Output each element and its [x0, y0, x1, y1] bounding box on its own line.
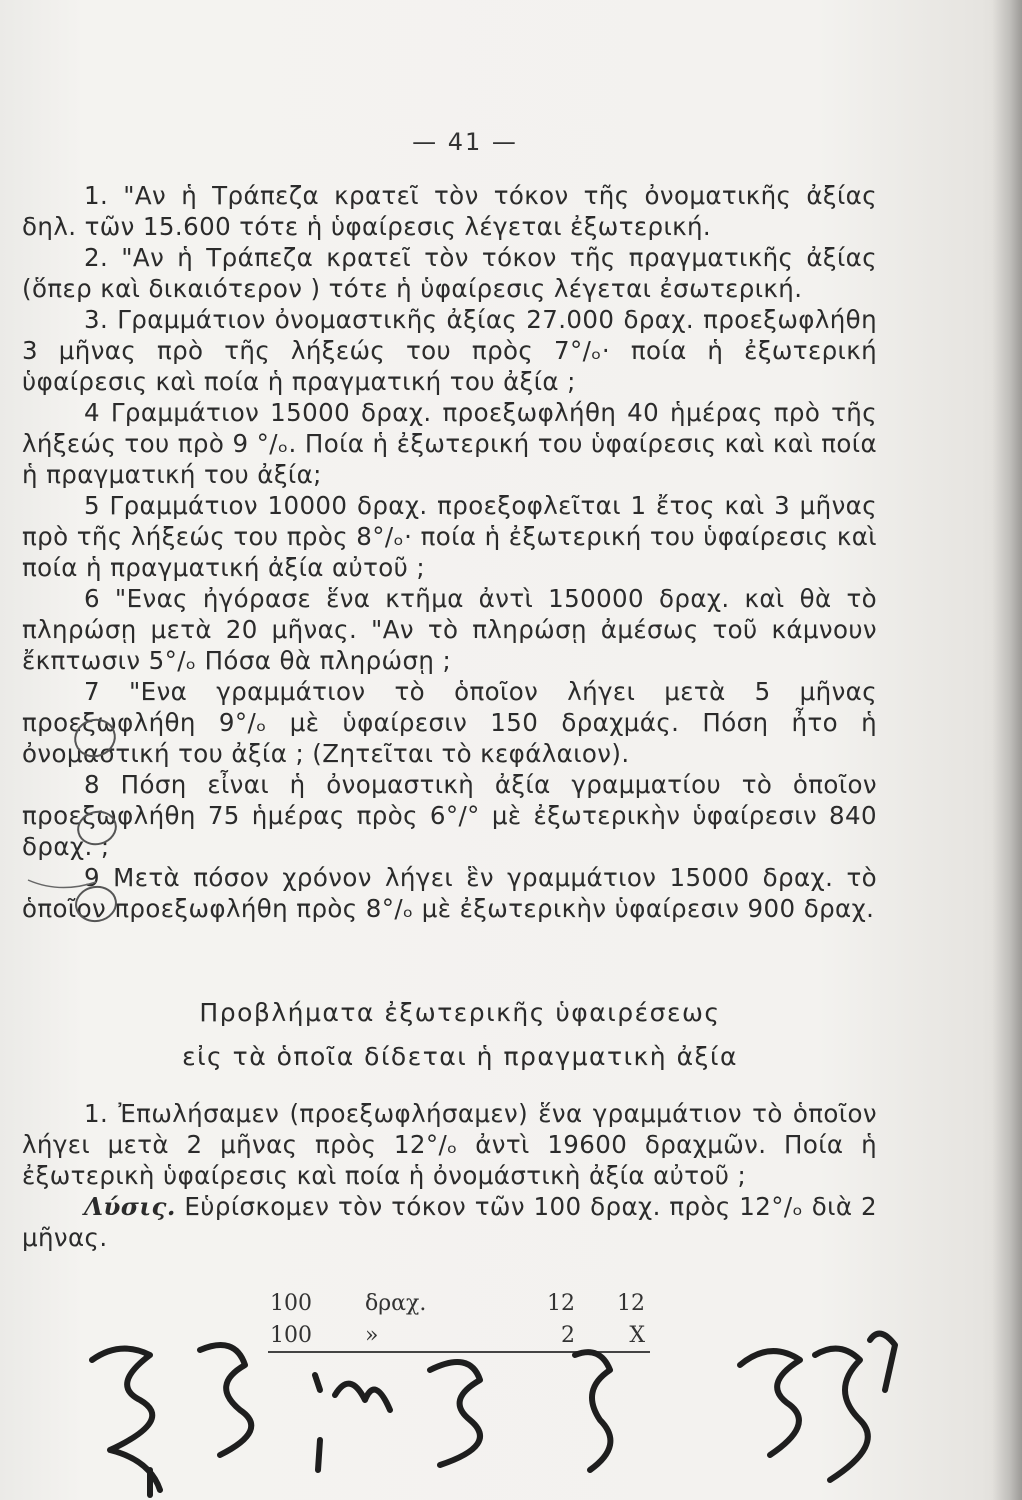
calc-cell: 100 [270, 1323, 312, 1348]
calc-cell: 12 [617, 1291, 645, 1316]
solution-text: Εὑρίσκομεν τὸν τόκον τῶν 100 δραχ. πρὸς 12°/ₒ διὰ 2 μῆνας. [22, 1192, 877, 1252]
exercise-paragraph: 7 "Ενα γραμμάτιον τὸ ὁποῖον λήγει μετὰ 5 μῆνας προεξωφλήθη 9°/ₒ μὲ ὑφαίρεσιν 150 δραχμάς. Πόση ἦτο ἡ ὀνομαστική του ἀξία ; (Ζητεῖται τὸ κεφάλαιον). [22, 677, 877, 768]
handwritten-scribbles [0, 1330, 1022, 1500]
calc-row [270, 1288, 650, 1320]
problem-block [22, 1098, 877, 1253]
calc-cell: δραχ. [365, 1291, 427, 1316]
page-edge-shadow [992, 0, 1022, 1500]
exercise-paragraph: 2. "Αν ἡ Τράπεζα κρατεῖ τὸν τόκον τῆς πραγματικῆς ἀξίας (ὅπερ καὶ δικαιότερον ) τότε ἡ ὑφαίρεσις λέγεται ἐσωτερική. [22, 243, 877, 303]
exercise-paragraph: 6 "Ενας ἠγόρασε ἕνα κτῆμα ἀντὶ 150000 δραχ. καὶ θὰ τὸ πληρώσῃ μετὰ 20 μῆνας. "Αν τὸ πληρώσῃ ἀμέσως τοῦ κάμνουν ἔκπτωσιν 5°/ₒ Πόσα θὰ πληρώσῃ ; [22, 584, 877, 675]
section-subheading: εἰς τὰ ὁποῖα δίδεται ἡ πραγματικὴ ἀξία [182, 1042, 738, 1071]
exercise-paragraph: 3. Γραμμάτιον ὀνομαστικῆς ἀξίας 27.000 δραχ. προεξωφλήθη 3 μῆνας πρὸ τῆς λήξεώς του πρὸς 7°/ₒ· ποία ἡ ἐξωτερική ὑφαίρεσις καὶ ποία ἡ πραγματική του ἀξία ; [22, 305, 877, 396]
exercise-paragraph: 8 Πόση εἶναι ἡ ὀνομαστικὴ ἀξία γραμματίου τὸ ὁποῖον προεξωφλήθη 75 ἡμέρας πρὸς 6°/° μὲ ἐξωτερικὴν ὑφαίρεσιν 840 δραχ. ; [22, 770, 877, 861]
calc-cell: 12 [547, 1291, 575, 1316]
exercise-list [22, 180, 877, 924]
calc-cell: 2 [561, 1323, 575, 1348]
section-heading: Προβλήματα ἐξωτερικῆς ὑφαιρέσεως [199, 998, 721, 1027]
exercise-paragraph: 9 Μετὰ πόσον χρόνον λήγει ἓν γραμμάτιον 15000 δραχ. τὸ ὁποῖον προεξωφλήθη πρὸς 8°/ₒ μὲ ἐξωτερικὴν ὑφαίρεσιν 900 δραχ. [22, 863, 877, 923]
exercise-paragraph: 4 Γραμμάτιον 15000 δραχ. προεξωφλήθη 40 ἡμέρας πρὸ τῆς λήξεώς του πρὸ 9 °/ₒ. Ποία ἡ ἐξωτερική του ὑφαίρεσις καὶ καὶ ποία ἡ πραγματική του ἀξία; [22, 398, 877, 489]
page-number: — 41 — [412, 128, 518, 156]
exercise-paragraph: 5 Γραμμάτιον 10000 δραχ. προεξοφλεῖται 1 ἔτος καὶ 3 μῆνας πρὸ τῆς λήξεώς του πρὸς 8°/ₒ· ποία ἡ ἐξωτερική του ὑφαίρεσις καὶ ποία ἡ πραγματική ἀξία αὐτοῦ ; [22, 491, 877, 582]
problem-paragraph: 1. Ἐπωλήσαμεν (προεξωφλήσαμεν) ἕνα γραμμάτιον τὸ ὁποῖον λήγει μετὰ 2 μῆνας πρὸς 12°/ₒ ἀντὶ 19600 δραχμῶν. Ποία ἡ ἐξωτερικὴ ὑφαίρεσις καὶ ποία ἡ ὀνομάστικὴ ἀξία αὐτοῦ ; [22, 1099, 877, 1190]
calc-cell: 100 [270, 1291, 312, 1316]
calc-cell: » [365, 1323, 379, 1348]
calc-cell: X [629, 1323, 645, 1348]
exercise-paragraph: 1. "Αν ἡ Τράπεζα κρατεῖ τὸν τόκον τῆς ὀνοματικῆς ἀξίας δηλ. τῶν 15.600 τότε ἡ ὑφαίρεσις λέγεται ἐξωτερική. [22, 181, 877, 241]
solution-label: Λύσις. [84, 1192, 176, 1221]
solution-paragraph [22, 1191, 877, 1253]
